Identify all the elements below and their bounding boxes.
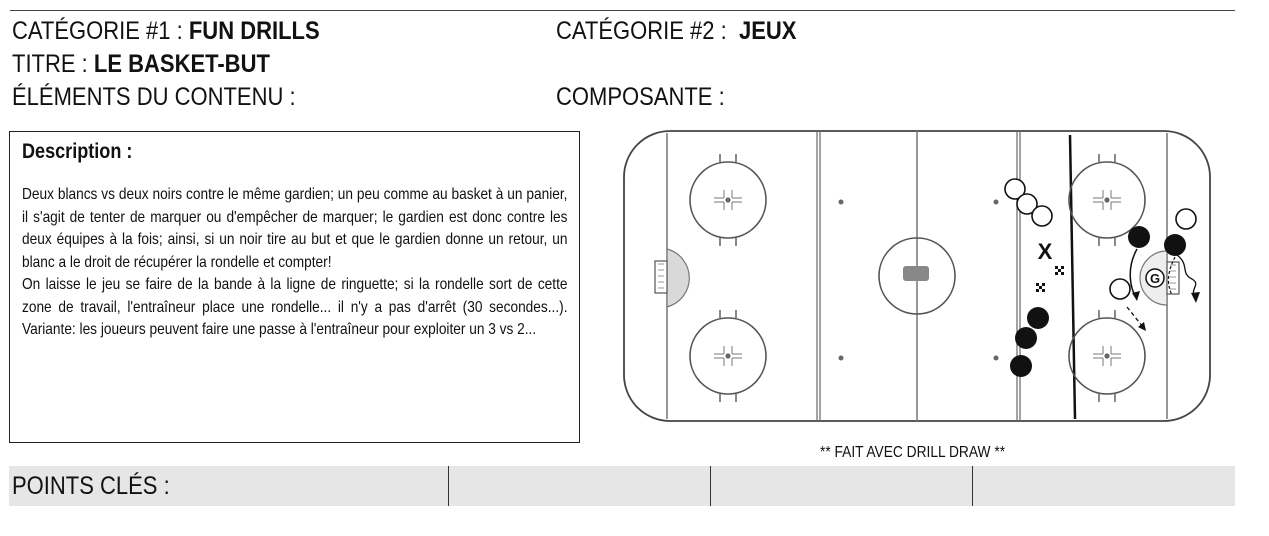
header-top-rule — [10, 10, 1235, 11]
faceoff-dot — [994, 356, 999, 361]
component-label: COMPOSANTE : — [556, 83, 725, 111]
hockey-rink-diagram — [620, 125, 1212, 425]
description-body — [22, 184, 567, 342]
category-1-value: FUN DRILLS — [188, 17, 320, 45]
column-divider — [972, 466, 973, 506]
white-player — [1110, 279, 1130, 299]
black-player — [1164, 234, 1186, 256]
black-player — [1027, 307, 1049, 329]
title-label: TITRE : — [12, 50, 88, 78]
white-player — [1032, 206, 1052, 226]
faceoff-dot — [839, 356, 844, 361]
black-player — [1010, 355, 1032, 377]
description-paragraph-2: On laisse le jeu se faire de la bande à la ligne de ringuette; si la rondelle sort de cette zone de travail, l'entraîneur place une rondelle... il n'y a pas d'arrêt (30 secondes...). Variante: les joueurs peuvent faire une passe à l'entraîneur pour exploiter un 3 vs 2... — [22, 276, 568, 338]
category-2-value: JEUX — [738, 17, 797, 45]
goalie-letter: G — [1149, 271, 1161, 286]
category-2-label: CATÉGORIE #2 : — [556, 17, 727, 45]
key-points-label: POINTS CLÉS : — [12, 472, 170, 500]
faceoff-dot — [994, 200, 999, 205]
category-2 — [556, 16, 796, 46]
column-divider — [448, 466, 449, 506]
drill-title — [12, 49, 270, 79]
description-paragraph-1: Deux blancs vs deux noirs contre le même gardien; un peu comme au basket à un panier, il s'agit de tenter de marquer ou d'empêcher de marquer; le gardien est donc contre les deux équipes à la fois; ainsi, si un noir tire au but et que le gardien donne un retour, un blanc a le droit de récupérer la rondelle et compter! — [22, 186, 568, 271]
white-player — [1176, 209, 1196, 229]
title-value: LE BASKET-BUT — [93, 50, 270, 78]
key-points-bar — [9, 466, 1235, 506]
faceoff-dot — [839, 200, 844, 205]
description-box — [9, 131, 580, 443]
black-player — [1015, 327, 1037, 349]
description-heading: Description : — [22, 140, 133, 163]
category-1-label: CATÉGORIE #1 : — [12, 17, 183, 45]
center-ice-logo — [903, 266, 929, 281]
drill-draw-credit: ** FAIT AVEC DRILL DRAW ** — [820, 444, 1006, 461]
content-elements-label: ÉLÉMENTS DU CONTENU : — [12, 83, 296, 111]
column-divider — [710, 466, 711, 506]
category-1 — [12, 16, 320, 46]
coach-mark: X — [1037, 239, 1053, 264]
black-player — [1128, 226, 1150, 248]
